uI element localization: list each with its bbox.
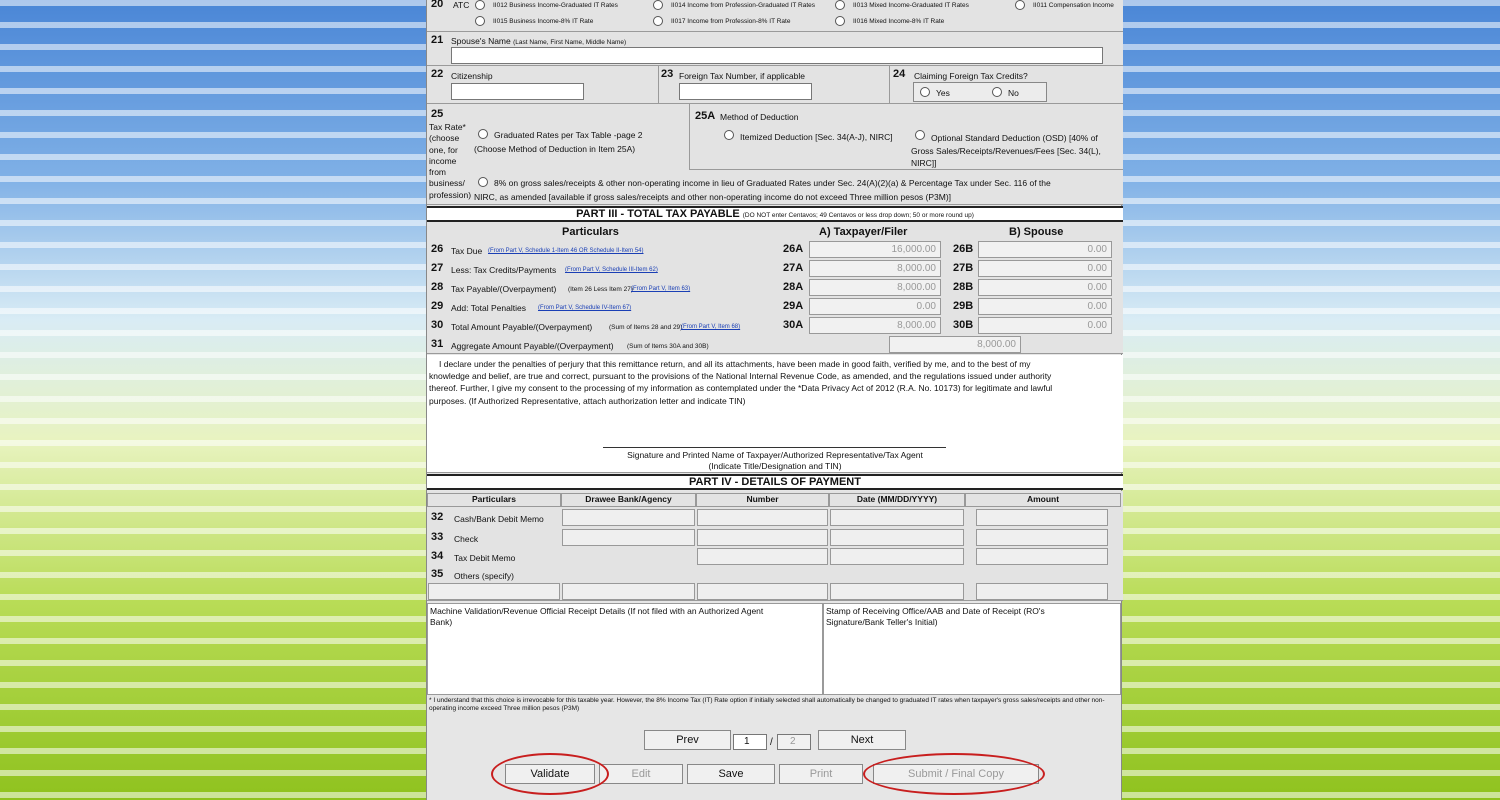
col-drawee-bank: Drawee Bank/Agency [561,493,696,507]
tax-rate-label: Tax Rate* (choose one, for income from business/ profession) [429,122,472,200]
spouse-header: B) Spouse [1009,226,1064,238]
footnote: * I understand that this choice is irrevocable for this taxable year. However, the 8% Income Tax (IT) Rate option if initially selected shall automatically be changed to graduated IT rates when taxpayer's gross sales/receipts and other non- operating income exceed Three million pesos (P3M) [429,697,1105,712]
part-4-title: PART IV - DETAILS OF PAYMENT [689,476,861,488]
tax-due-taxpayer-field[interactable]: 16,000.00 [809,241,941,258]
check-number-field[interactable] [697,529,828,546]
machine-validation-box [427,603,823,695]
atc-radio-5[interactable] [475,16,485,26]
row-label: Add: Total Penalties [451,303,526,313]
edit-button[interactable]: Edit [599,764,683,784]
eight-percent-note: NIRC, as amended [available if gross sales/receipts and other non-operating income do not exceed Three million pesos (P3M)] [474,192,952,202]
row-num: 34 [431,550,444,562]
machine-validation-label: Machine Validation/Revenue Official Receipt Details (If not filed with an Authorized Agent Bank) [430,606,764,627]
row-code-a: 30A [783,319,804,331]
item-21-spouse-name [427,32,1123,66]
part-4-table [427,491,1123,601]
row-num: 29 [431,300,444,312]
declaration-section [427,355,1123,473]
part-3-note: (DO NOT enter Centavos; 49 Centavos or less drop down; 50 or more round up) [742,212,974,219]
row-num: 28 [431,281,444,293]
check-amount-field[interactable] [976,529,1108,546]
tax-payable-spouse-field[interactable]: 0.00 [978,279,1112,296]
row-code-b: 26B [953,243,974,255]
total-pages-field: 2 [777,734,811,750]
spouse-name-input[interactable] [451,47,1103,64]
foreign-tax-credits-label: Claiming Foreign Tax Credits? [914,71,1028,81]
item-21-num: 21 [431,34,444,46]
yes-label: Yes [936,88,950,98]
atc-option-label: II013 Mixed Income-Graduated IT Rates [853,2,969,9]
table-row [427,316,1123,335]
background-right [1120,0,1500,800]
row-label: Less: Tax Credits/Payments [451,265,557,275]
penalties-spouse-field[interactable]: 0.00 [978,298,1112,315]
row-num: 31 [431,338,444,350]
particulars-header: Particulars [562,226,619,238]
stamp-label: Stamp of Receiving Office/AAB and Date of Receipt (RO's Signature/Bank Teller's Initial) [826,606,1045,627]
others-drawee-bank-field[interactable] [562,583,695,600]
item-23-num: 23 [661,68,674,80]
total-payable-taxpayer-field[interactable]: 8,000.00 [809,317,941,334]
taxpayer-header: A) Taxpayer/Filer [819,226,908,238]
itemized-deduction-label: Itemized Deduction [Sec. 34(A-J), NIRC] [740,132,893,142]
table-row [427,297,1123,316]
total-payable-spouse-field[interactable]: 0.00 [978,317,1112,334]
osd-label: Optional Standard Deduction (OSD) [40% of Gross Sales/Receipts/Revenues/Fees [Sec. 34(L), NIRC]] [911,133,1101,168]
row-num: 35 [431,568,444,580]
others-specify-field[interactable] [428,583,560,600]
foreign-tax-credits-yes-radio[interactable] [920,87,930,97]
submit-highlight-circle [863,753,1045,795]
page-separator: / [770,737,773,748]
atc-option-label: II011 Compensation Income [1033,2,1114,9]
row-code-a: 28A [783,281,804,293]
row-ref-link[interactable]: (From Part V, Item 63) [631,286,691,292]
row-ref-link[interactable]: (From Part V, Item 68) [681,324,741,330]
item-25-tax-rate [427,104,1123,205]
row-num: 33 [431,531,444,543]
table-row [427,278,1123,297]
row-code-b: 30B [953,319,974,331]
row-label: Tax Due [451,246,483,256]
row-num: 27 [431,262,444,274]
aggregate-payable-field[interactable]: 8,000.00 [889,336,1021,353]
row-code-a: 26A [783,243,804,255]
item-25a-num: 25A [695,110,716,122]
spouse-name-label: Spouse's Name (Last Name, First Name, Middle Name) [451,36,627,46]
row-num: 26 [431,243,444,255]
atc-radio-3[interactable] [835,0,845,10]
row-code-a: 27A [783,262,804,274]
tax-credits-taxpayer-field[interactable]: 8,000.00 [809,260,941,277]
others-amount-field[interactable] [976,583,1108,600]
tax-payable-taxpayer-field[interactable]: 8,000.00 [809,279,941,296]
col-date: Date (MM/DD/YYYY) [829,493,965,507]
col-amount: Amount [965,493,1121,507]
row-label: Others (specify) [454,571,514,581]
part-3-table [427,222,1123,354]
item-22-num: 22 [431,68,444,80]
row-note: (Sum of Items 28 and 29) [609,324,683,331]
penalties-taxpayer-field[interactable]: 0.00 [809,298,941,315]
itemized-deduction-radio[interactable] [724,130,734,140]
col-number: Number [696,493,829,507]
check-drawee-bank-field[interactable] [562,529,695,546]
items-22-24 [427,66,1123,104]
method-of-deduction-label: Method of Deduction [720,112,799,122]
table-row [427,335,1123,354]
atc-radio-1[interactable] [475,0,485,10]
row-ref-link[interactable]: (From Part V, Schedule III-Item 62) [565,267,658,273]
others-number-field[interactable] [697,583,828,600]
tax-credits-spouse-field[interactable]: 0.00 [978,260,1112,277]
background-left [0,0,426,800]
foreign-tax-number-input[interactable] [679,83,812,100]
eight-percent-label: 8% on gross sales/receipts & other non-operating income in lieu of Graduated Rates under Sec. 24(A)(2)(a) & Percentage Tax under Sec. 116 of the [494,178,1051,188]
eight-percent-radio[interactable] [478,177,488,187]
atc-radio-2[interactable] [653,0,663,10]
atc-option-label: II016 Mixed Income-8% IT Rate [853,18,945,25]
table-row [427,259,1123,278]
table-row [427,240,1123,259]
signature-line [603,447,946,448]
row-label: Cash/Bank Debit Memo [454,514,544,524]
item-25-num: 25 [431,108,444,120]
item-20-atc [427,0,1123,32]
foreign-tax-credits-group [913,82,1047,102]
cash-drawee-bank-field[interactable] [562,509,695,526]
check-date-field[interactable] [830,529,964,546]
item-24-num: 24 [893,68,906,80]
bir-form-1701q [426,0,1122,800]
atc-option-label: II012 Business Income-Graduated IT Rates [493,2,618,9]
declaration-text: I declare under the penalties of perjury that this remittance return, and all its attachments, have been made in good faith, verified by me, and to the best of my knowledge and belief, are true and correct, pursuant to the provisions of the National Internal Revenue Code, as amended, and the regulations issued under authority thereof. Further, I give my consent to the processing of my information as contemplated under the *Data Privacy Act of 2012 (R.A. No. 10173) for legitimate and lawful purposes. (If Authorized Representative, attach authorization letter and indicate TIN) [429,359,1053,406]
atc-radio-6[interactable] [653,16,663,26]
signature-caption: Signature and Printed Name of Taxpayer/Authorized Representative/Tax Agent (Indicate Title/Designation and TIN) [627,450,923,471]
tax-due-spouse-field[interactable]: 0.00 [978,241,1112,258]
stamp-receiving-office-box [823,603,1121,695]
atc-radio-7[interactable] [835,16,845,26]
submit-final-copy-button[interactable]: Submit / Final Copy [873,764,1039,784]
validate-highlight-circle [491,753,609,795]
debit-memo-number-field[interactable] [697,548,828,565]
others-date-field[interactable] [830,583,964,600]
part-3-title: PART III - TOTAL TAX PAYABLE [576,208,740,220]
row-label: Aggregate Amount Payable/(Overpayment) [451,341,614,351]
item-20-num: 20 [431,0,444,10]
row-note: (Item 26 Less Item 27) [568,286,634,293]
cash-amount-field[interactable] [976,509,1108,526]
row-code-b: 28B [953,281,974,293]
row-code-a: 29A [783,300,804,312]
save-button[interactable]: Save [687,764,775,784]
debit-memo-date-field[interactable] [830,548,964,565]
row-code-b: 27B [953,262,974,274]
part-3-header [427,206,1123,222]
row-code-b: 29B [953,300,974,312]
graduated-rates-radio[interactable] [478,129,488,139]
atc-label: ATC [453,0,470,10]
validate-button[interactable]: Validate [505,764,595,784]
row-ref-link[interactable]: (From Part V, Schedule 1-Item 46 OR Schedule II-Item 54) [488,248,644,254]
print-button[interactable]: Print [779,764,863,784]
next-button[interactable]: Next [818,730,906,750]
row-num: 30 [431,319,444,331]
cash-date-field[interactable] [830,509,964,526]
row-note: (Sum of Items 30A and 30B) [627,343,709,350]
foreign-tax-credits-no-radio[interactable] [992,87,1002,97]
item-25a-method [689,104,1123,170]
row-ref-link[interactable]: (From Part V, Schedule IV-Item 67) [538,305,632,311]
page-number-input[interactable]: 1 [733,734,767,750]
row-num: 32 [431,511,444,523]
atc-radio-4[interactable] [1015,0,1025,10]
row-label: Total Amount Payable/(Overpayment) [451,322,593,332]
graduated-rates-note: (Choose Method of Deduction in Item 25A) [474,144,636,154]
cash-number-field[interactable] [697,509,828,526]
foreign-tax-number-label: Foreign Tax Number, if applicable [679,71,805,81]
col-particulars: Particulars [427,493,561,507]
atc-option-label: II017 Income from Profession-8% IT Rate [671,18,791,25]
graduated-rates-label: Graduated Rates per Tax Table -page 2 [494,130,643,140]
citizenship-input[interactable] [451,83,584,100]
citizenship-label: Citizenship [451,71,493,81]
atc-option-label: II015 Business Income-8% IT Rate [493,18,594,25]
debit-memo-amount-field[interactable] [976,548,1108,565]
row-label: Check [454,534,479,544]
no-label: No [1008,88,1019,98]
atc-option-label: II014 Income from Profession-Graduated IT Rates [671,2,816,9]
row-label: Tax Payable/(Overpayment) [451,284,557,294]
prev-button[interactable]: Prev [644,730,731,750]
row-label: Tax Debit Memo [454,553,516,563]
part-4-header [427,474,1123,490]
